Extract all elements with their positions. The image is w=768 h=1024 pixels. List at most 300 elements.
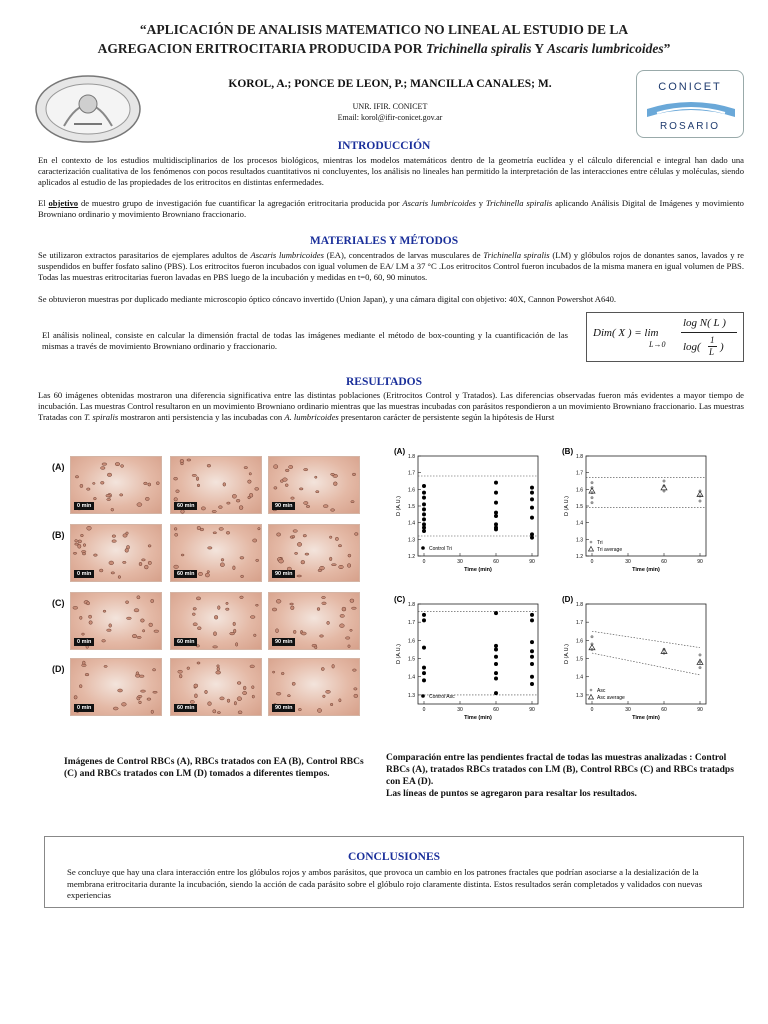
legend-marker — [421, 694, 425, 698]
red-blood-cell — [107, 629, 112, 631]
red-blood-cell — [78, 540, 82, 543]
red-blood-cell — [179, 674, 182, 678]
red-blood-cell — [214, 615, 218, 619]
red-blood-cell — [73, 552, 77, 554]
red-blood-cell — [178, 670, 183, 673]
red-blood-cell — [226, 602, 228, 604]
y-tick-label: 1.7 — [408, 620, 415, 627]
red-blood-cell — [111, 508, 114, 511]
x-tick-label: 30 — [625, 707, 631, 713]
x-tick-label: 60 — [661, 559, 667, 565]
y-tick-label: 1.8 — [408, 454, 415, 460]
legend-marker — [421, 546, 425, 550]
red-blood-cell — [89, 615, 92, 618]
time-tag: 0 min — [74, 638, 94, 646]
red-blood-cell — [217, 667, 220, 671]
red-blood-cell — [256, 559, 259, 561]
red-blood-cell — [218, 606, 221, 610]
data-point — [591, 501, 594, 504]
red-blood-cell — [196, 477, 199, 481]
micrograph-image — [170, 456, 262, 514]
red-blood-cell — [318, 569, 322, 572]
time-tag: 90 min — [272, 502, 295, 510]
red-blood-cell — [196, 597, 200, 600]
time-tag: 60 min — [174, 570, 197, 578]
red-blood-cell — [79, 685, 82, 688]
affiliation: UNR. IFIR. CONICET Email: korol@ifir-conicet.gov.ar — [337, 102, 443, 122]
red-blood-cell — [112, 540, 116, 543]
red-blood-cell — [233, 622, 236, 626]
y-axis-label: D (A.U.) — [396, 496, 402, 516]
data-point — [494, 514, 498, 518]
x-axis-label: Time (min) — [464, 567, 492, 573]
red-blood-cell — [127, 617, 132, 619]
logo-conicet-text: CONICET — [658, 81, 722, 93]
red-blood-cell — [118, 576, 121, 579]
data-point — [494, 647, 498, 651]
red-blood-cell — [187, 667, 190, 670]
data-point — [422, 507, 426, 511]
red-blood-cell — [148, 483, 151, 486]
red-blood-cell — [107, 498, 111, 500]
red-blood-cell — [339, 699, 341, 702]
data-point — [530, 486, 534, 490]
red-blood-cell — [190, 700, 194, 703]
red-blood-cell — [137, 596, 140, 599]
red-blood-cell — [113, 707, 118, 710]
red-blood-cell — [217, 712, 220, 714]
y-tick-label: 1.6 — [408, 487, 415, 494]
y-tick-label: 1.5 — [408, 656, 415, 663]
red-blood-cell — [315, 476, 317, 478]
panel-label: (D) — [562, 595, 574, 604]
y-tick-label: 1.5 — [576, 656, 583, 663]
red-blood-cell — [192, 474, 196, 476]
red-blood-cell — [181, 554, 184, 556]
red-blood-cell — [197, 484, 200, 487]
micrograph-image — [170, 524, 262, 582]
data-point — [494, 691, 498, 695]
charts-caption: Comparación entre las pendientes fractal de todas las muestras analizadas : Control RBCs (A), tratados RBCs tratados con LM (B), Control RBCs (C) and RBCs tratadps con EA (D). Las líneas de puntos se agregaron para resaltar los resultados. — [386, 753, 734, 799]
red-blood-cell — [147, 698, 151, 700]
red-blood-cell — [315, 646, 317, 649]
red-blood-cell — [75, 543, 79, 545]
red-blood-cell — [241, 575, 244, 578]
red-blood-cell — [293, 630, 296, 633]
red-blood-cell — [304, 502, 308, 505]
y-tick-label: 1.5 — [408, 504, 415, 510]
red-blood-cell — [192, 613, 195, 616]
red-blood-cell — [87, 602, 90, 605]
university-seal-logo — [34, 74, 142, 144]
chart-panel-b — [560, 446, 740, 582]
micrograph-image — [70, 456, 162, 514]
logo-rosario-text: ROSARIO — [659, 121, 721, 132]
data-point — [494, 644, 498, 648]
red-blood-cell — [258, 528, 260, 530]
micrograph-row-label: (C) — [52, 598, 65, 608]
red-blood-cell — [221, 559, 224, 562]
red-blood-cell — [213, 646, 218, 648]
red-blood-cell — [132, 634, 136, 637]
y-tick-label: 1.3 — [408, 692, 415, 699]
red-blood-cell — [223, 483, 226, 487]
time-tag: 60 min — [174, 638, 197, 646]
red-blood-cell — [156, 482, 159, 485]
y-tick-label: 1.4 — [408, 674, 415, 681]
red-blood-cell — [329, 557, 332, 561]
title-line-1: “APLICACIÓN DE ANALISIS MATEMATICO NO LINEAL AL ESTUDIO DE LA — [139, 22, 629, 37]
red-blood-cell — [253, 539, 257, 542]
data-point — [494, 671, 498, 675]
data-point — [530, 655, 534, 659]
red-blood-cell — [274, 465, 278, 469]
red-blood-cell — [256, 604, 259, 606]
conclusions-heading: CONCLUSIONES — [347, 851, 441, 863]
panel-label: (C) — [394, 595, 406, 604]
red-blood-cell — [322, 596, 326, 598]
red-blood-cell — [144, 565, 148, 569]
authors: KOROL, A.; PONCE DE LEON, P.; MANCILLA CANALES; M. — [228, 78, 552, 90]
red-blood-cell — [243, 691, 247, 694]
legend-label: Control Tri — [429, 546, 453, 552]
data-point — [422, 618, 426, 622]
red-blood-cell — [138, 695, 142, 697]
red-blood-cell — [274, 487, 277, 490]
red-blood-cell — [220, 563, 224, 567]
red-blood-cell — [306, 505, 310, 507]
red-blood-cell — [301, 560, 305, 564]
red-blood-cell — [106, 494, 110, 497]
x-axis-label: Time (min) — [632, 567, 660, 573]
red-blood-cell — [74, 696, 77, 700]
micrograph-image — [70, 524, 162, 582]
red-blood-cell — [352, 473, 355, 476]
red-blood-cell — [73, 606, 78, 609]
legend-label: Control Asc — [429, 694, 455, 700]
red-blood-cell — [331, 564, 336, 566]
red-blood-cell — [281, 672, 284, 675]
x-tick-label: 30 — [457, 707, 463, 713]
red-blood-cell — [240, 557, 244, 560]
plot-frame — [418, 604, 538, 704]
red-blood-cell — [212, 510, 216, 512]
red-blood-cell — [201, 507, 205, 510]
red-blood-cell — [317, 608, 320, 611]
legend-marker — [590, 541, 593, 544]
data-point — [530, 536, 534, 540]
red-blood-cell — [299, 488, 303, 490]
red-blood-cell — [107, 473, 111, 476]
chart-panel-a — [392, 446, 572, 582]
x-axis-label: Time (min) — [632, 715, 660, 721]
red-blood-cell — [276, 629, 279, 633]
data-point — [699, 500, 702, 503]
red-blood-cell — [339, 565, 344, 568]
red-blood-cell — [198, 572, 202, 575]
y-tick-label: 1.6 — [576, 638, 583, 645]
red-blood-cell — [153, 669, 156, 671]
red-blood-cell — [354, 694, 358, 697]
data-point — [591, 648, 594, 651]
data-point — [422, 517, 426, 521]
red-blood-cell — [250, 665, 254, 668]
red-blood-cell — [233, 566, 236, 570]
red-blood-cell — [252, 686, 255, 689]
red-blood-cell — [295, 552, 298, 554]
chart-panel-d — [560, 594, 740, 730]
red-blood-cell — [134, 609, 139, 612]
red-blood-cell — [197, 627, 201, 630]
x-tick-label: 60 — [661, 707, 667, 713]
red-blood-cell — [335, 537, 338, 540]
red-blood-cell — [340, 624, 345, 628]
fractal-dimension-formula: Dim( X ) = lim L→0 log N( L ) log( 1 L ) — [586, 312, 744, 362]
x-tick-label: 0 — [422, 707, 426, 713]
red-blood-cell — [139, 562, 142, 565]
intro-heading: INTRODUCCIÓN — [337, 140, 431, 152]
x-axis-label: Time (min) — [464, 715, 492, 721]
red-blood-cell — [122, 703, 127, 707]
red-blood-cell — [205, 690, 208, 693]
red-blood-cell — [317, 709, 321, 713]
red-blood-cell — [151, 710, 154, 713]
legend-label: Asc — [597, 688, 606, 694]
data-point — [422, 678, 426, 682]
red-blood-cell — [174, 498, 178, 501]
y-axis-label: D (A.U.) — [564, 644, 570, 664]
red-blood-cell — [322, 602, 326, 605]
red-blood-cell — [99, 569, 103, 572]
red-blood-cell — [176, 490, 180, 493]
y-tick-label: 1.2 — [576, 554, 583, 560]
red-blood-cell — [126, 601, 129, 604]
red-blood-cell — [297, 575, 302, 577]
red-blood-cell — [123, 534, 127, 537]
red-blood-cell — [255, 488, 259, 491]
red-blood-cell — [200, 528, 204, 531]
red-blood-cell — [332, 664, 335, 668]
y-axis-label: D (A.U.) — [564, 496, 570, 516]
red-blood-cell — [102, 463, 107, 465]
red-blood-cell — [323, 695, 326, 698]
red-blood-cell — [303, 534, 306, 537]
red-blood-cell — [145, 497, 149, 500]
micrograph-row-label: (A) — [52, 462, 65, 472]
data-point — [530, 506, 534, 510]
time-tag: 0 min — [74, 502, 94, 510]
data-point — [530, 649, 534, 653]
data-point — [530, 640, 534, 644]
methods-paragraph-2: Se obtuvieron muestras por duplicado mediante microscopio óptico cóncavo invertido (Union Japan), y una cámara digital con objetivo: 40X, Cannon Powershot A640. — [38, 294, 617, 304]
red-blood-cell — [250, 616, 255, 619]
red-blood-cell — [301, 632, 306, 635]
legend-label: Tri — [597, 540, 603, 546]
data-point — [422, 666, 426, 670]
micrograph-image — [70, 658, 162, 716]
y-tick-label: 1.7 — [576, 620, 583, 627]
data-point — [530, 682, 534, 686]
data-point — [422, 512, 426, 516]
micrograph-caption: Imágenes de Control RBCs (A), RBCs tratados con EA (B), Control RBCs (C) and RBCs tratados con LM (D) tomados a diferentes tiempos. — [64, 757, 364, 779]
y-tick-label: 1.5 — [576, 504, 583, 510]
red-blood-cell — [109, 561, 114, 565]
intro-paragraph: En el contexto de los estudios multidisciplinarios de los procesos biológicos, mientras los modelos matemáticos dentro de la geometría euclídea y el cálculo diferencial e integral han dado una caracterización cualitativa de los fenómenos con pocos resultados cuantitativos ni concluyentes, los análisis no lineales han permitido la interpretación de las interacciones entre células y moléculas, siendo aplicados al estudio de las propiedades de los eritrocitos en distintas enfermedades. — [38, 155, 744, 187]
red-blood-cell — [80, 484, 83, 487]
red-blood-cell — [83, 544, 86, 547]
red-blood-cell — [174, 528, 177, 531]
data-point — [530, 516, 534, 520]
red-blood-cell — [252, 695, 254, 698]
red-blood-cell — [174, 565, 179, 568]
red-blood-cell — [115, 463, 120, 466]
red-blood-cell — [290, 603, 294, 605]
time-tag: 0 min — [74, 570, 94, 578]
red-blood-cell — [249, 473, 251, 475]
methods-paragraph-1: Se utilizaron extractos parasitarios de ejemplares adultos de Ascaris lumbricoides (EA), concentrados de larvas musculares de Trichinella spiralis (LM) y glóbulos rojos de donantes sanos, lavados y re suspendidos en buffer fosfato salino (PBS). Los eritrocitos fueron incubados con igual volumen de EA/ LM a 37 °C .Los eritrocitos Control fueron incubados de la misma manera en igual volumen de PBS. Todas las muestras eritrocitarias fueron lavadas en PBS luego de la incubación y medidas en t=0, 60, 90 minutos. — [38, 250, 744, 282]
data-point — [530, 662, 534, 666]
red-blood-cell — [323, 505, 328, 508]
red-blood-cell — [103, 610, 106, 612]
conclusions-paragraph: Se concluye que hay una clara interacción entre los glóbulos rojos y ambos parásitos, que provoca un cambio en los patrones fractales que podrían asociarse a la desialización de la membrana eritrocitaria durante la incubación, siendo la acción de cada parásito sobre el glóbulo rojo claramente distinta. Estos resultados serán completados y validados con nuevas experiencias — [67, 867, 703, 900]
red-blood-cell — [347, 564, 350, 568]
results-heading: RESULTADOS — [345, 376, 423, 388]
red-blood-cell — [272, 608, 277, 611]
red-blood-cell — [331, 473, 335, 475]
red-blood-cell — [217, 665, 220, 667]
y-tick-label: 1.8 — [576, 602, 583, 608]
red-blood-cell — [121, 465, 124, 468]
red-blood-cell — [330, 703, 333, 706]
red-blood-cell — [238, 711, 242, 714]
red-blood-cell — [236, 499, 240, 502]
x-tick-label: 90 — [697, 707, 703, 713]
red-blood-cell — [149, 623, 153, 627]
red-blood-cell — [355, 533, 359, 536]
chart-panel-c — [392, 594, 572, 730]
micrograph-row-label: (D) — [52, 664, 65, 674]
data-point — [494, 655, 498, 659]
red-blood-cell — [351, 501, 354, 503]
red-blood-cell — [354, 688, 357, 690]
red-blood-cell — [298, 708, 301, 711]
red-blood-cell — [352, 607, 357, 609]
x-tick-label: 90 — [697, 559, 703, 565]
red-blood-cell — [293, 530, 297, 533]
data-point — [422, 496, 426, 500]
time-tag: 60 min — [174, 704, 197, 712]
red-blood-cell — [232, 494, 236, 498]
y-tick-label: 1.3 — [576, 537, 583, 544]
logo-flag-icon — [637, 97, 745, 119]
x-tick-label: 0 — [590, 559, 594, 565]
data-point — [422, 671, 426, 675]
panel-label: (B) — [562, 447, 574, 456]
red-blood-cell — [104, 665, 107, 667]
red-blood-cell — [120, 494, 123, 496]
red-blood-cell — [144, 482, 148, 485]
data-point — [699, 654, 702, 657]
red-blood-cell — [82, 551, 86, 553]
red-blood-cell — [75, 540, 78, 543]
red-blood-cell — [101, 481, 105, 484]
red-blood-cell — [237, 697, 242, 701]
red-blood-cell — [327, 621, 330, 624]
panel-label: (A) — [394, 447, 406, 456]
data-point — [422, 613, 426, 617]
micrograph-image — [70, 592, 162, 650]
red-blood-cell — [142, 630, 144, 632]
red-blood-cell — [181, 510, 185, 514]
data-point — [591, 635, 594, 638]
red-blood-cell — [291, 497, 295, 499]
x-tick-label: 90 — [529, 707, 535, 713]
red-blood-cell — [353, 669, 357, 671]
red-blood-cell — [326, 690, 331, 693]
red-blood-cell — [123, 561, 127, 563]
methods-heading: MATERIALES Y MÉTODOS — [309, 235, 459, 247]
red-blood-cell — [285, 484, 288, 487]
red-blood-cell — [333, 482, 337, 486]
x-tick-label: 0 — [590, 707, 594, 713]
y-tick-label: 1.7 — [408, 470, 415, 477]
red-blood-cell — [125, 549, 129, 553]
red-blood-cell — [348, 554, 351, 557]
red-blood-cell — [154, 630, 159, 632]
red-blood-cell — [139, 701, 142, 704]
red-blood-cell — [102, 640, 106, 643]
red-blood-cell — [139, 675, 144, 677]
data-point — [422, 484, 426, 488]
red-blood-cell — [207, 464, 211, 467]
data-point — [422, 502, 426, 506]
red-blood-cell — [220, 697, 224, 700]
red-blood-cell — [276, 692, 281, 695]
micrograph-row-label: (B) — [52, 530, 65, 540]
data-point — [663, 480, 666, 483]
data-point — [494, 662, 498, 666]
red-blood-cell — [213, 632, 216, 636]
time-tag: 0 min — [74, 704, 94, 712]
micrograph-image — [170, 592, 262, 650]
y-tick-label: 1.8 — [576, 454, 583, 460]
red-blood-cell — [141, 690, 146, 692]
red-blood-cell — [240, 596, 244, 599]
red-blood-cell — [205, 573, 209, 577]
red-blood-cell — [321, 667, 324, 670]
y-tick-label: 1.2 — [408, 554, 415, 560]
red-blood-cell — [350, 629, 353, 631]
data-point — [494, 491, 498, 495]
y-tick-label: 1.4 — [408, 520, 415, 527]
red-blood-cell — [148, 561, 151, 564]
red-blood-cell — [89, 621, 92, 625]
red-blood-cell — [239, 506, 243, 510]
y-axis-label: D (A.U.) — [396, 644, 402, 664]
red-blood-cell — [80, 616, 83, 619]
micrograph-image — [268, 658, 360, 716]
red-blood-cell — [287, 695, 290, 697]
time-tag: 60 min — [174, 502, 197, 510]
conclusions-box — [44, 836, 744, 908]
red-blood-cell — [342, 607, 346, 611]
conicet-rosario-logo — [636, 70, 744, 138]
x-tick-label: 60 — [493, 559, 499, 565]
red-blood-cell — [137, 636, 141, 638]
red-blood-cell — [82, 633, 85, 635]
x-tick-label: 0 — [422, 559, 426, 565]
red-blood-cell — [244, 467, 248, 469]
